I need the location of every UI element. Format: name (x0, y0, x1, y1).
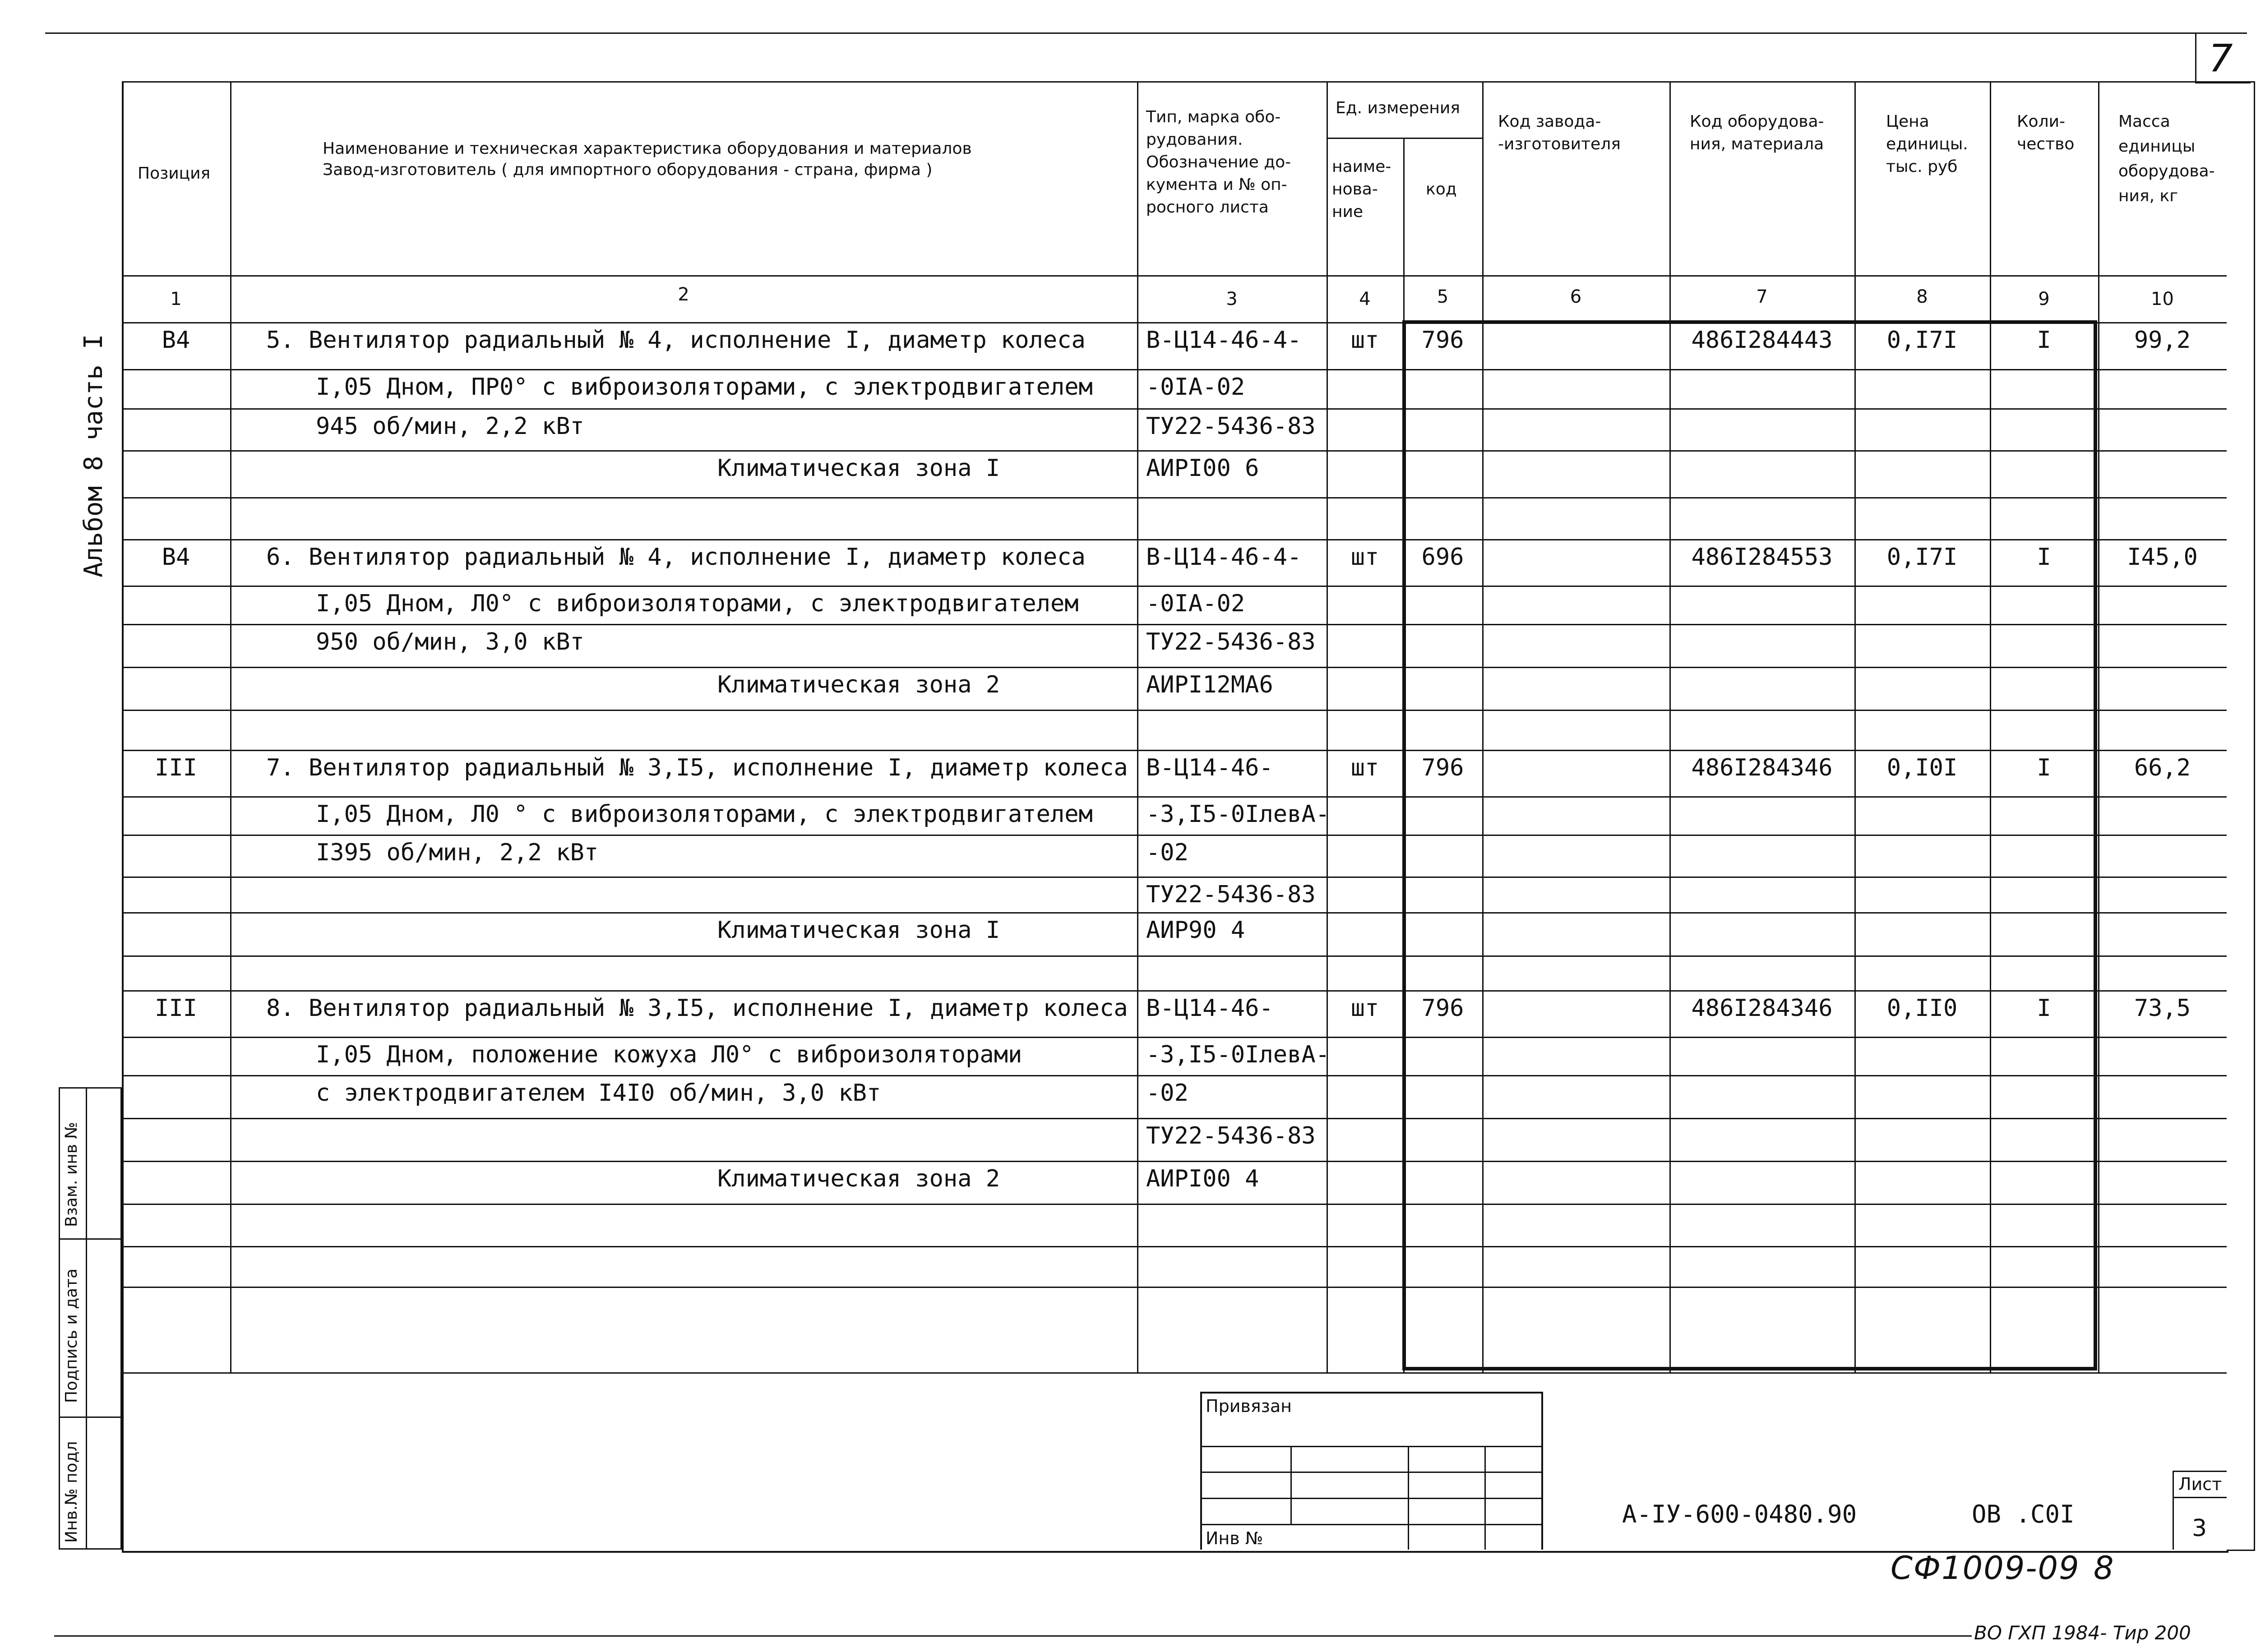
table-cell-name: Климатическая зона I (717, 917, 1000, 944)
table-cell-type: ТУ22-5436-83 (1146, 413, 1316, 440)
table-cell-price: 0,I0I (1886, 754, 1958, 781)
table-cell-unit: шт (1350, 995, 1379, 1022)
table-cell-type: В-Ц14-46-4- (1146, 544, 1302, 571)
table-cell-code: 796 (1421, 327, 1464, 354)
table-cell-type: -0IA-02 (1146, 374, 1245, 401)
table-cell-code: 796 (1421, 995, 1464, 1022)
table-cell-name: с электродвигателем I4I0 об/мин, 3,0 кВт (316, 1080, 881, 1107)
hdr-qty-2: чество (2017, 135, 2075, 153)
table-cell-type: В-Ц14-46-4- (1146, 327, 1302, 354)
hdr-qty-1: Коли- (2017, 112, 2065, 131)
handwritten-code: СФ1009-09 (1891, 1550, 2080, 1587)
table-cell-name: 945 об/мин, 2,2 кВт (316, 413, 584, 440)
table-cell-name: Климатическая зона I (717, 455, 1000, 482)
table-cell-mass: 99,2 (2134, 327, 2191, 354)
row-separator (122, 710, 2227, 711)
table-cell-name: Климатическая зона 2 (717, 671, 1000, 698)
top-rule (45, 32, 2247, 34)
hdr-price-2: единицы. (1886, 135, 1968, 153)
hdr-type-4: кумента и № оп- (1146, 175, 1287, 194)
table-cell-type: ТУ22-5436-83 (1146, 628, 1316, 655)
row-separator (122, 667, 2227, 668)
handwritten-number: 8 (2094, 1550, 2114, 1587)
hdr-name-2: Завод-изготовитель ( для импортного оборудования - страна, фирма ) (323, 161, 933, 179)
col-number: 3 (1226, 289, 1238, 309)
row-separator (122, 408, 2227, 410)
side-title: Альбом 8 часть I (79, 334, 108, 577)
row-separator (122, 1372, 2227, 1374)
bottom-note: ВО ГХП 1984- Тир 200 (1974, 1622, 2191, 1644)
privyazan-label: Привязан (1206, 1396, 1292, 1416)
sheet-number: 3 (2192, 1515, 2207, 1542)
row-separator (122, 586, 2227, 587)
hdr-name-1: Наименование и техническая характеристика оборудования и материалов (323, 139, 972, 158)
table-cell-unit: шт (1350, 754, 1379, 781)
table-cell-name: 7. Вентилятор радиальный № 3,I5, исполнение I, диаметр колеса (266, 754, 1128, 781)
hdr-mass-2: единицы (2118, 137, 2196, 156)
hdr-mass-1: Масса (2118, 112, 2170, 131)
row-separator (122, 497, 2227, 498)
table-cell-name: I,05 Дном, ПР0° с виброизоляторами, с электродвигателем (316, 374, 1093, 401)
doc-suffix: ОВ .С0I (1972, 1500, 2075, 1528)
table-cell-pos: В4 (162, 544, 190, 571)
row-separator (122, 1246, 2227, 1247)
hdr-equip-2: ния, материала (1690, 135, 1824, 153)
hdr-mass-4: ния, кг (2118, 187, 2178, 205)
table-cell-type: В-Ц14-46- (1146, 995, 1273, 1022)
row-separator (122, 450, 2227, 452)
hdr-type-2: рудования. (1146, 130, 1243, 149)
table-cell-name: I395 об/мин, 2,2 кВт (316, 839, 599, 866)
table-cell-name: 8. Вентилятор радиальный № 3,I5, исполнение I, диаметр колеса (266, 995, 1128, 1022)
row-separator (122, 1204, 2227, 1205)
table-cell-type: ТУ22-5436-83 (1146, 881, 1316, 908)
table-cell-pos: III (155, 995, 197, 1022)
table-cell-type: АИРI00 6 (1146, 455, 1259, 482)
hdr-unit-name-3: ние (1332, 203, 1364, 221)
hdr-factory-1: Код завода- (1498, 112, 1601, 131)
row-separator (122, 835, 2227, 836)
row-separator (122, 1118, 2227, 1119)
table-cell-qty: I (2037, 327, 2051, 354)
col-number: 6 (1570, 286, 1582, 307)
row-separator (122, 1287, 2227, 1288)
table-cell-code: 796 (1421, 754, 1464, 781)
table-cell-unit: шт (1350, 327, 1379, 354)
row-separator (122, 877, 2227, 878)
table-cell-name: I,05 Дном, Л0° с виброизоляторами, с электродвигателем (316, 590, 1079, 617)
table-cell-type: ТУ22-5436-83 (1146, 1122, 1316, 1149)
side-stamp-podpis: Подпись и дата (62, 1268, 81, 1403)
hdr-equip-1: Код оборудова- (1690, 112, 1824, 131)
col-number: 4 (1359, 289, 1371, 309)
row-separator (122, 955, 2227, 957)
row-separator (122, 624, 2227, 625)
row-separator (122, 750, 2227, 751)
hdr-type-3: Обозначение до- (1146, 153, 1291, 171)
hdr-unit-code: код (1426, 180, 1457, 198)
table-cell-name: 5. Вентилятор радиальный № 4, исполнение I, диаметр колеса (266, 327, 1086, 354)
table-cell-type: АИР90 4 (1146, 917, 1245, 944)
hdr-type-1: Тип, марка обо- (1146, 108, 1281, 126)
table-cell-mass: 66,2 (2134, 754, 2191, 781)
table-cell-qty: I (2037, 995, 2051, 1022)
table-cell-equip: 486I284346 (1691, 995, 1833, 1022)
table-cell-type: -02 (1146, 839, 1188, 866)
table-cell-code: 696 (1421, 544, 1464, 571)
row-separator (122, 796, 2227, 798)
row-separator (122, 1075, 2227, 1076)
col-number: 10 (2151, 289, 2174, 309)
col-number: 9 (2038, 289, 2050, 309)
doc-code: А-IУ-600-0480.90 (1622, 1500, 1857, 1528)
table-cell-equip: 486I284346 (1691, 754, 1833, 781)
row-separator (122, 369, 2227, 370)
hdr-price-3: тыс. руб (1886, 157, 1958, 176)
hdr-position: Позиция (138, 164, 211, 183)
row-separator (122, 1037, 2227, 1038)
table-cell-name: Климатическая зона 2 (717, 1165, 1000, 1192)
hdr-type-5: росного листа (1146, 198, 1269, 217)
corner-sheet-number: 7 (2209, 36, 2233, 80)
row-separator (122, 990, 2227, 992)
table-cell-type: -3,I5-0IлевА- (1146, 801, 1330, 828)
table-cell-equip: 486I284443 (1691, 327, 1833, 354)
hdr-unit-name-1: наиме- (1332, 157, 1392, 176)
row-separator (122, 1161, 2227, 1162)
table-cell-type: АИРI00 4 (1146, 1165, 1259, 1192)
table-cell-type: АИРI12МА6 (1146, 671, 1273, 698)
table-cell-unit: шт (1350, 544, 1379, 571)
table-cell-name: 6. Вентилятор радиальный № 4, исполнение I, диаметр колеса (266, 544, 1086, 571)
table-cell-name: I,05 Дном, положение кожуха Л0° с виброизоляторами (316, 1041, 1022, 1068)
sheet-label: Лист (2178, 1474, 2222, 1494)
bottom-rule (54, 1635, 1972, 1637)
table-cell-type: -02 (1146, 1080, 1188, 1107)
hdr-mass-3: оборудова- (2118, 162, 2215, 180)
table-cell-qty: I (2037, 544, 2051, 571)
side-stamp-inv: Инв.№ подл (62, 1441, 81, 1543)
table-cell-price: 0,II0 (1886, 995, 1958, 1022)
table-cell-mass: 73,5 (2134, 995, 2191, 1022)
hdr-unit: Ед. измерения (1336, 99, 1460, 117)
hdr-unit-name-2: нова- (1332, 180, 1378, 198)
row-separator (122, 539, 2227, 540)
col-number: 7 (1756, 286, 1768, 307)
col-number: 2 (678, 284, 689, 305)
table-cell-name: I,05 Дном, Л0 ° с виброизоляторами, с электродвигателем (316, 801, 1093, 828)
inv-label: Инв № (1206, 1528, 1263, 1548)
col-number: 8 (1916, 286, 1928, 307)
hdr-price-1: Цена (1886, 112, 1929, 131)
table-cell-name: 950 об/мин, 3,0 кВт (316, 628, 584, 655)
table-cell-mass: I45,0 (2127, 544, 2198, 571)
table-cell-price: 0,I7I (1886, 544, 1958, 571)
col-number: 5 (1437, 286, 1449, 307)
col-number: 1 (170, 289, 182, 309)
table-cell-type: -3,I5-0IлевА- (1146, 1041, 1330, 1068)
hdr-factory-2: -изготовителя (1498, 135, 1621, 153)
table-cell-equip: 486I284553 (1691, 544, 1833, 571)
table-cell-type: -0IA-02 (1146, 590, 1245, 617)
table-cell-qty: I (2037, 754, 2051, 781)
table-cell-pos: В4 (162, 327, 190, 354)
table-cell-price: 0,I7I (1886, 327, 1958, 354)
table-cell-type: В-Ц14-46- (1146, 754, 1273, 781)
side-stamp-vzam: Взам. инв № (62, 1122, 81, 1227)
row-separator (122, 912, 2227, 914)
table-cell-pos: III (155, 754, 197, 781)
bold-frame (1402, 320, 2097, 1371)
